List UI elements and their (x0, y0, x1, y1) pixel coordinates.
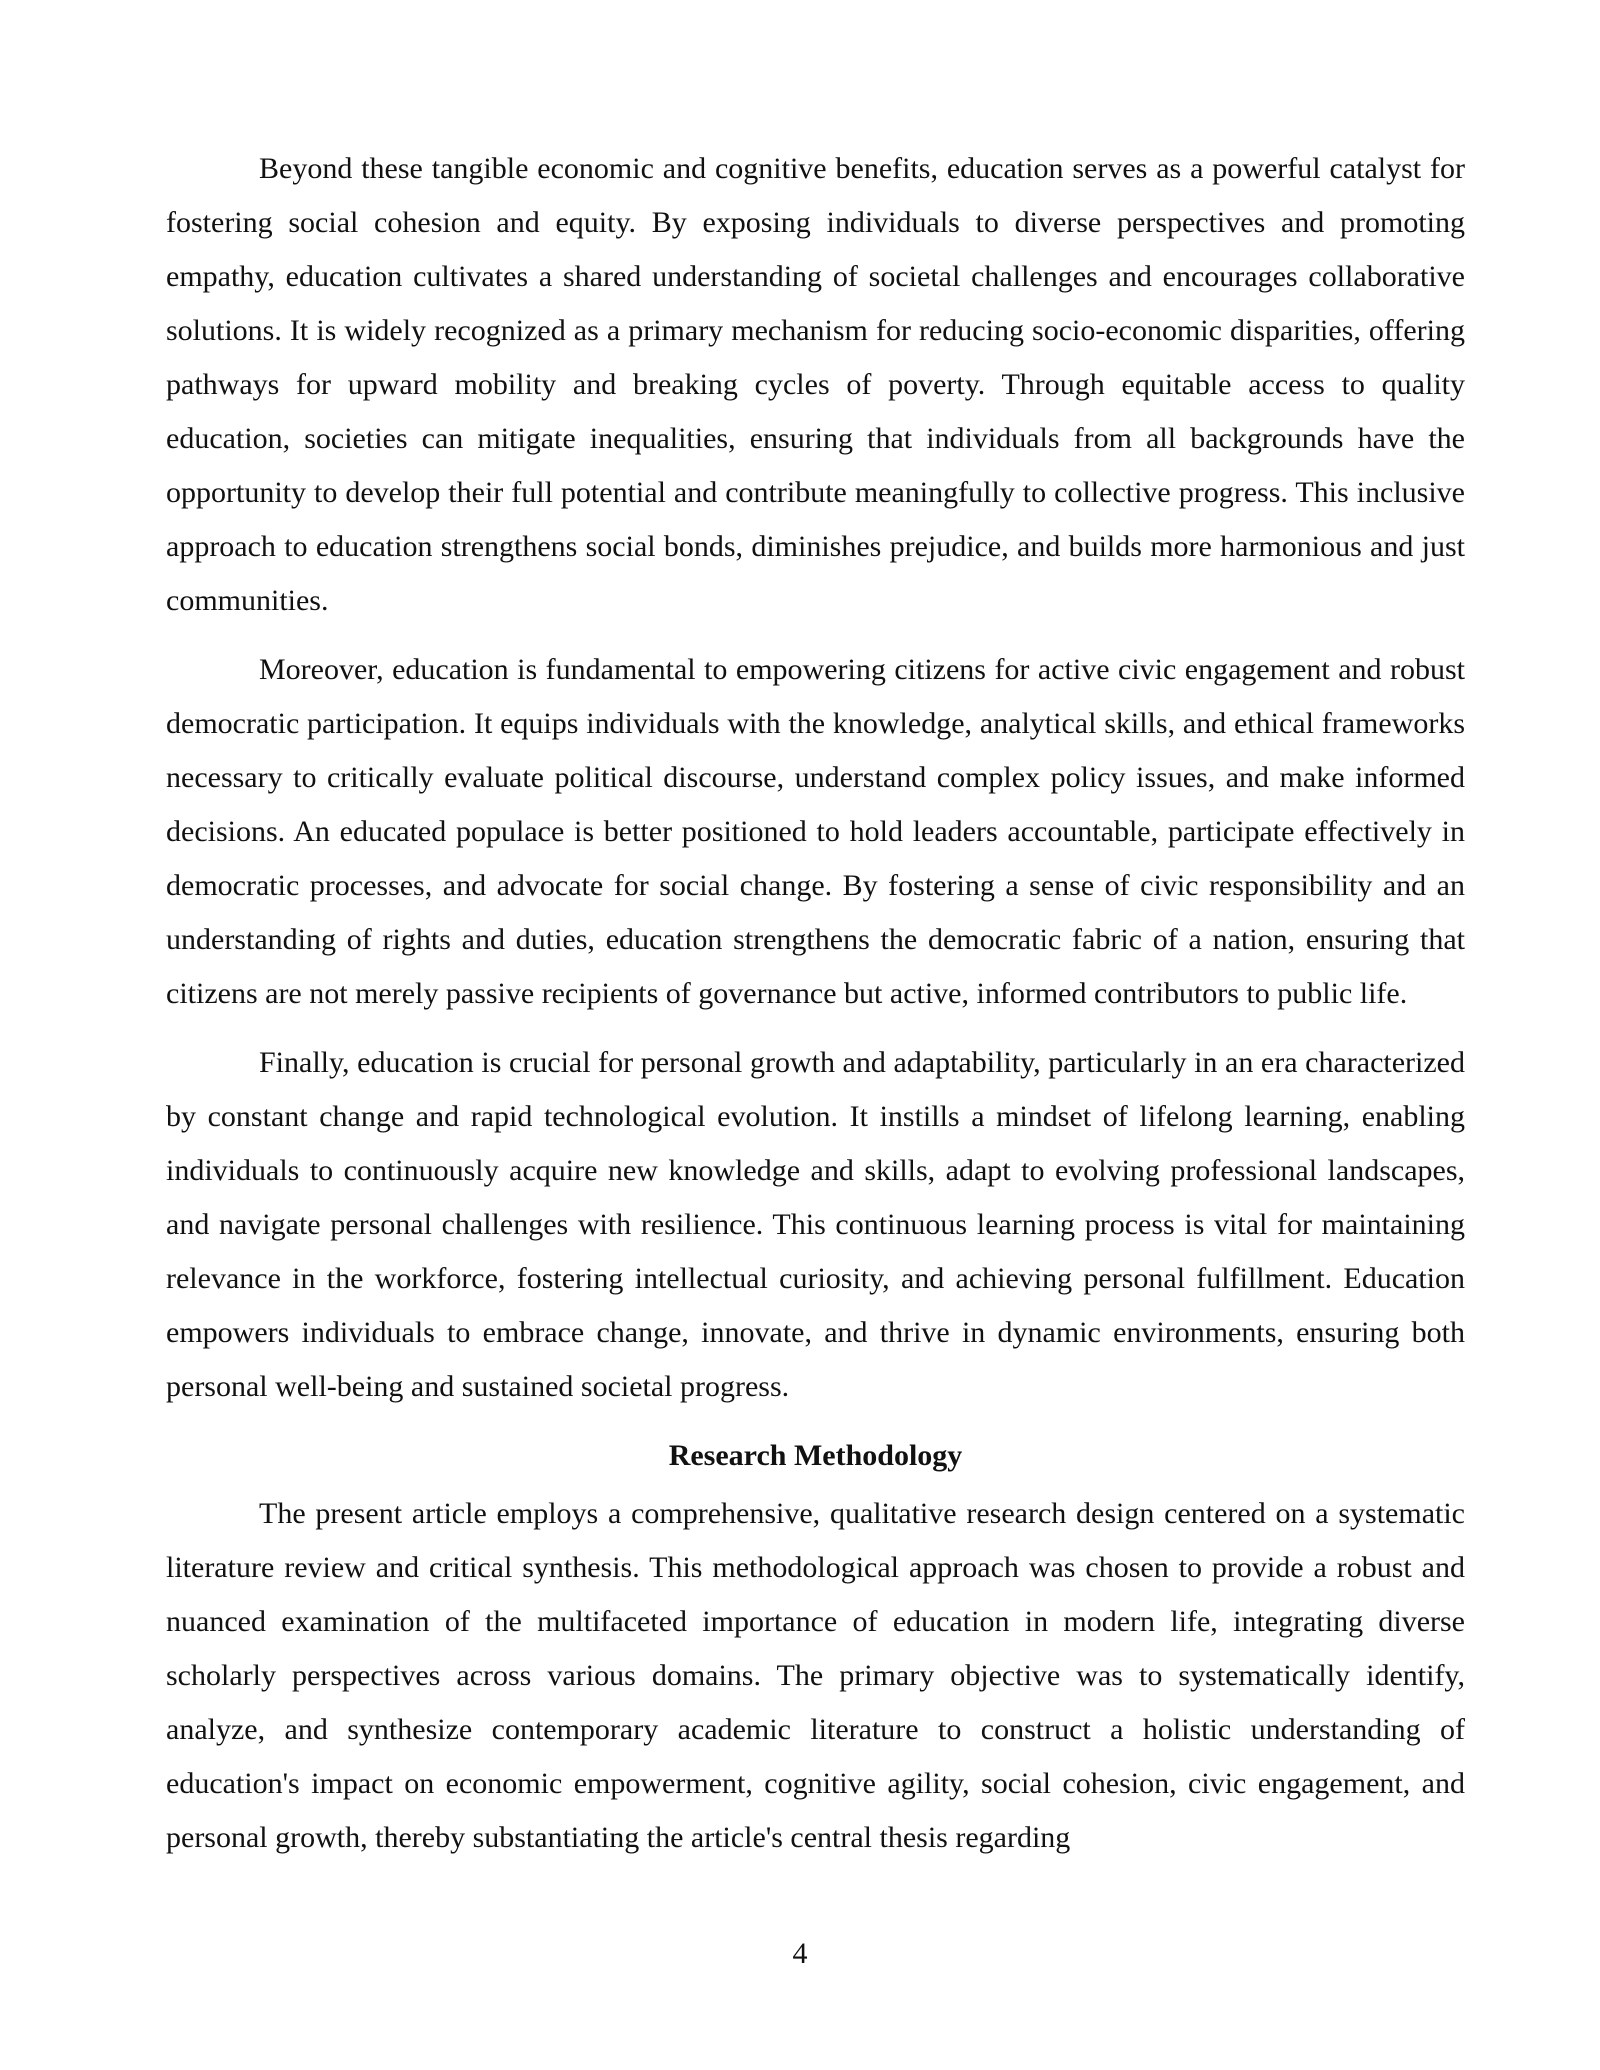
paragraph-personal-growth: Finally, education is crucial for personal growth and adaptability, particularly in an era characterized by constant change and rapid technological evolution. It instills a mindset of lifelong learning, enabling individuals to continuously acquire new knowledge and skills, adapt to evolving professional landscapes, and navigate personal challenges with resilience. This continuous learning process is vital for maintaining relevance in the workforce, fostering intellectual curiosity, and achieving personal fulfillment. Education empowers individuals to embrace change, innovate, and thrive in dynamic environments, ensuring both personal well-being and sustained societal progress. (166, 1046, 1465, 1403)
paragraph-research-methodology: The present article employs a comprehensive, qualitative research design centered on a systematic literature review and critical synthesis. This methodological approach was chosen to provide a robust and nuanced examination of the multifaceted importance of education in modern life, integrating diverse scholarly perspectives across various domains. The primary objective was to systematically identify, analyze, and synthesize contemporary academic literature to construct a holistic understanding of education's impact on economic empowerment, cognitive agility, social cohesion, civic engagement, and personal growth, thereby substantiating the article's central thesis regarding (166, 1497, 1465, 1854)
paragraph-social-cohesion: Beyond these tangible economic and cognitive benefits, education serves as a powerful catalyst for fostering social cohesion and equity. By exposing individuals to diverse perspectives and promoting empathy, education cultivates a shared understanding of societal challenges and encourages collaborative solutions. It is widely recognized as a primary mechanism for reducing socio-economic disparities, offering pathways for upward mobility and breaking cycles of poverty. Through equitable access to quality education, societies can mitigate inequalities, ensuring that individuals from all backgrounds have the opportunity to develop their full potential and contribute meaningfully to collective progress. This inclusive approach to education strengthens social bonds, diminishes prejudice, and builds more harmonious and just communities. (166, 152, 1465, 617)
page-number: 4 (792, 1937, 808, 1970)
paragraph-civic-engagement: Moreover, education is fundamental to empowering citizens for active civic engagement and robust democratic participation. It equips individuals with the knowledge, analytical skills, and ethical frameworks necessary to critically evaluate political discourse, understand complex policy issues, and make informed decisions. An educated populace is better positioned to hold leaders accountable, participate effectively in democratic processes, and advocate for social change. By fostering a sense of civic responsibility and an understanding of rights and duties, education strengthens the democratic fabric of a nation, ensuring that citizens are not merely passive recipients of governance but active, informed contributors to public life. (166, 653, 1465, 1010)
section-heading: Research Methodology (668, 1439, 963, 1472)
page-body (166, 142, 1465, 1880)
